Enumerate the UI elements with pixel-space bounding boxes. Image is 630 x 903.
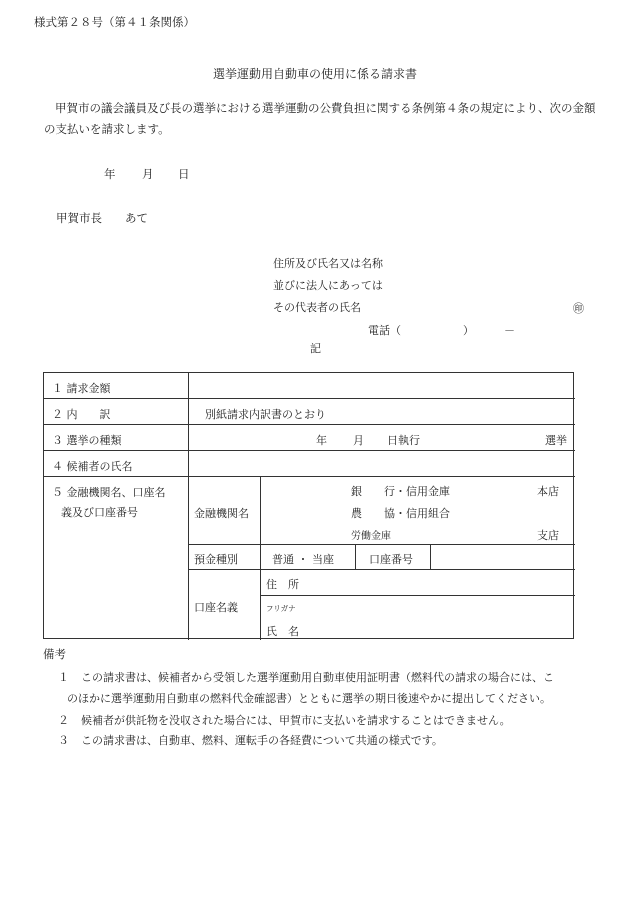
document-title: 選挙運動用自動車の使用に係る請求書 bbox=[212, 67, 417, 81]
deposit-type-label: 預金種別 bbox=[194, 553, 238, 566]
table-row-divider bbox=[44, 476, 575, 477]
table-row-divider bbox=[189, 544, 575, 545]
form-number: 様式第２８号（第４１条関係） bbox=[34, 15, 195, 29]
election-year-label: 年 bbox=[316, 434, 327, 447]
note-2-number: ２ bbox=[58, 714, 69, 727]
note-1-number: １ bbox=[58, 671, 69, 684]
table-column-divider bbox=[430, 544, 431, 569]
row-label-breakdown: ２ 内 訳 bbox=[52, 408, 111, 421]
table-column-divider bbox=[260, 476, 261, 640]
phone-dash: － bbox=[504, 324, 515, 337]
notes-heading: 備考 bbox=[43, 647, 66, 661]
seal-mark: ㊞ bbox=[573, 302, 584, 315]
account-holder-label: 口座名義 bbox=[194, 601, 238, 614]
election-suffix: 選挙 bbox=[545, 434, 567, 447]
bank-branch-main: 本店 bbox=[537, 485, 559, 498]
table-column-divider bbox=[355, 544, 356, 569]
date-month-label: 月 bbox=[142, 167, 154, 181]
holder-address-label: 住 所 bbox=[266, 578, 299, 591]
account-number-label: 口座番号 bbox=[369, 553, 413, 566]
row-label-election-type: ３ 選挙の種類 bbox=[52, 434, 122, 447]
table-row-divider bbox=[44, 450, 575, 451]
date-year-label: 年 bbox=[104, 167, 116, 181]
ki-heading: 記 bbox=[310, 342, 321, 355]
table-row-divider bbox=[44, 398, 575, 399]
phone-close-paren: ） bbox=[463, 324, 474, 337]
election-month-label: 月 bbox=[353, 434, 364, 447]
note-3-line-1: この請求書は、自動車、燃料、運転手の各経費について共通の様式です。 bbox=[81, 734, 443, 747]
bank-type-line-2: 農 協・信用組合 bbox=[351, 507, 450, 520]
note-1-line-1: この請求書は、候補者から受領した選挙運動用自動車使用証明書（燃料代の請求の場合には、こ bbox=[81, 671, 554, 684]
row-label-claim-amount: １ 請求金額 bbox=[52, 382, 111, 395]
table-column-divider bbox=[188, 373, 189, 640]
row-label-candidate-name: ４ 候補者の氏名 bbox=[52, 460, 133, 473]
row-label-bank-info-1: ５ 金融機関名、口座名 bbox=[52, 486, 166, 499]
deposit-type-value: 普通 ・ 当座 bbox=[272, 553, 334, 566]
intro-paragraph bbox=[44, 98, 604, 140]
table-row-divider bbox=[189, 569, 575, 570]
claimant-line-3: その代表者の氏名 bbox=[273, 301, 361, 314]
claimant-line-1: 住所及び氏名又は名称 bbox=[273, 257, 383, 270]
note-3-number: ３ bbox=[58, 734, 69, 747]
bank-name-label: 金融機関名 bbox=[194, 507, 249, 520]
bank-branch-sub: 支店 bbox=[537, 529, 559, 542]
breakdown-value: 別紙請求内訳書のとおり bbox=[205, 408, 326, 421]
claim-form-table bbox=[43, 372, 574, 639]
table-row-divider bbox=[260, 595, 575, 596]
phone-label: 電話（ bbox=[368, 324, 401, 337]
date-day-label: 日 bbox=[178, 167, 190, 181]
table-row-divider bbox=[44, 424, 575, 425]
bank-type-line-3: 労働金庫 bbox=[351, 531, 391, 542]
holder-name-label: 氏 名 bbox=[266, 625, 299, 638]
note-2-line-1: 候補者が供託物を没収された場合には、甲賀市に支払いを請求することはできません。 bbox=[81, 714, 511, 727]
addressee: 甲賀市長 あて bbox=[56, 211, 148, 225]
row-label-bank-info-2: 義及び口座番号 bbox=[61, 506, 138, 519]
note-1-line-2: のほかに選挙運動用自動車の燃料代金確認書）とともに選挙の期日後速やかに提出してください。 bbox=[67, 692, 551, 705]
bank-type-line-1: 銀 行・信用金庫 bbox=[351, 485, 450, 498]
intro-text: 甲賀市の議会議員及び長の選挙における選挙運動の公費負担に関する条例第４条の規定により、次の金額の支払いを請求します。 bbox=[44, 101, 596, 136]
claimant-line-2: 並びに法人にあっては bbox=[273, 279, 383, 292]
election-day-label: 日執行 bbox=[387, 434, 420, 447]
furigana-label: フリガナ bbox=[266, 604, 296, 613]
